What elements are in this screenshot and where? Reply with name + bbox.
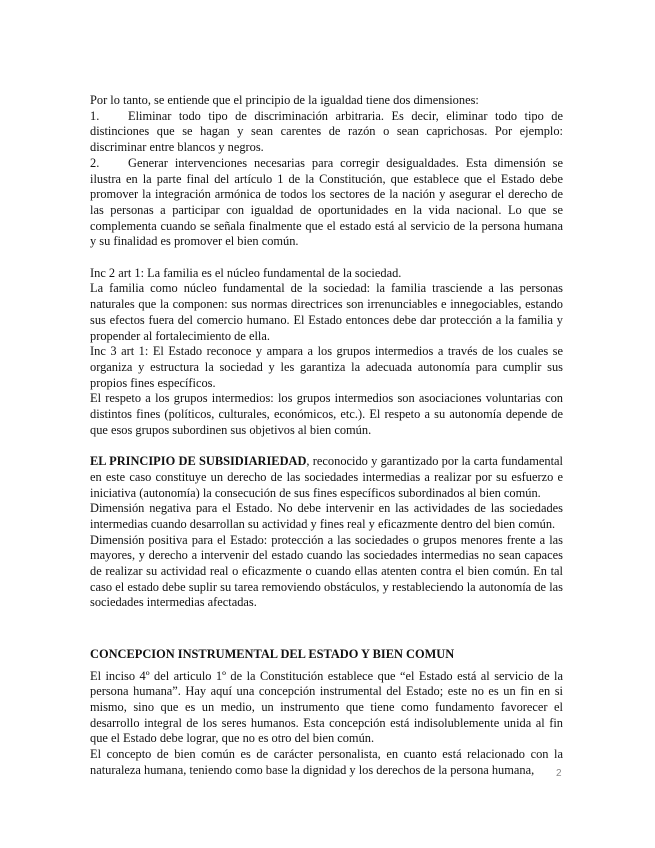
spacer: [90, 250, 563, 266]
spacer: [90, 438, 563, 454]
spacer: [90, 611, 563, 631]
intro-paragraph: Por lo tanto, se entiende que el principio de la igualdad tiene dos dimensiones:: [90, 93, 479, 107]
dimension-negativa-paragraph: Dimensión negativa para el Estado. No debe intervenir en las actividades de las sociedades intermedias cuando desarrollan su actividad y fines real y eficazmente dentro del bien común.: [90, 501, 563, 531]
spacer: [90, 631, 563, 647]
inc2-paragraph: Inc 2 art 1: La familia es el núcleo fundamental de la sociedad.: [90, 265, 402, 280]
list-text-2: Generar intervenciones necesarias para corregir desigualdades. Esta dimensión se ilustra en la parte final del artículo 1 de la Constitución, que establece que el Estado debe promover la integración armónica de todos los sectores de la nación y asegurar el derecho de las personas a participar con igualdad de oportunidades en la vida nacional. Lo que se complementa cuando se señala finalmente que el estado está al servicio de la persona humana y su finalidad es promover el bien común.: [90, 155, 563, 249]
list-number-1: 1.: [90, 108, 100, 123]
inciso-paragraph: El inciso 4º del articulo 1º de la Constitución establece que “el Estado está al servicio de la persona humana”. Hay aquí una concepción instrumental del Estado; este no es un fin en si mismo, sino que es un medio, un instrumento que tiene como fundamento favorecer el desarrollo integral de los seres humanos. Esta concepción está indisolublemente unida al fin que el Estado debe lograr, que no es otro del bien común.: [90, 668, 563, 746]
list-text-1: Eliminar todo tipo de discriminación arbitraria. Es decir, eliminar todo tipo de distinciones que se hagan y sean carentes de razón o sean caprichosas. Por ejemplo: discriminar entre blancos y negros.: [90, 108, 563, 155]
bien-comun-paragraph: El concepto de bien común es de carácter personalista, en cuanto está relacionado con la naturaleza humana, teniendo como base la dignidad y los derechos de la persona humana,: [90, 747, 563, 777]
list-item-2: [90, 156, 563, 250]
familia-paragraph: La familia como núcleo fundamental de la sociedad: la familia trasciende a las personas naturales que la componen: sus normas directrices son irrenunciables e innegociables, estando sus efectos fuera del comercio humano. El Estado entonces debe dar protección a la familia y propender al fortalecimiento de ella.: [90, 281, 563, 343]
dimension-positiva-paragraph: Dimensión positiva para el Estado: protección a las sociedades o grupos menores frente a las mayores, y derecho a intervenir del estado cuando las sociedades intermedias no sean capaces de realizar su actividad real o eficazmente o cuando ellas atenten contra el bien común. En tal caso el estado debe suplir su tarea removiendo obstáculos, y restableciendo la autonomía de las sociedades intermedias afectadas.: [90, 532, 563, 610]
list-item-1: [90, 109, 563, 156]
respeto-paragraph: El respeto a los grupos intermedios: los grupos intermedios son asociaciones voluntarias con distintos fines (políticos, culturales, económicos, etc.). El respeto a su autonomía depende de que esos grupos subordinen sus objetivos al bien común.: [90, 391, 563, 437]
section-heading: CONCEPCION INSTRUMENTAL DEL ESTADO Y BIEN COMUN: [90, 646, 455, 661]
page-content: [90, 93, 563, 778]
subsidiariedad-text: , reconocido y garantizado por la carta fundamental en este caso constituye un derecho de las sociedades intermedias a realizar por su esfuerzo e iniciativa (autonomía) la consecución de sus fines específicos subordinados al bien común.: [90, 454, 563, 500]
subsidiariedad-title: EL PRINCIPIO DE SUBSIDIARIEDAD: [90, 454, 307, 469]
inc3-paragraph: Inc 3 art 1: El Estado reconoce y ampara a los grupos intermedios a través de los cuales se organiza y estructura la sociedad y les garantiza la adecuada autonomía para cumplir sus propios fines específicos.: [90, 344, 563, 390]
list-number-2: 2.: [90, 155, 100, 170]
subsidiariedad-paragraph: [90, 454, 563, 501]
page-number: 2: [556, 768, 562, 779]
